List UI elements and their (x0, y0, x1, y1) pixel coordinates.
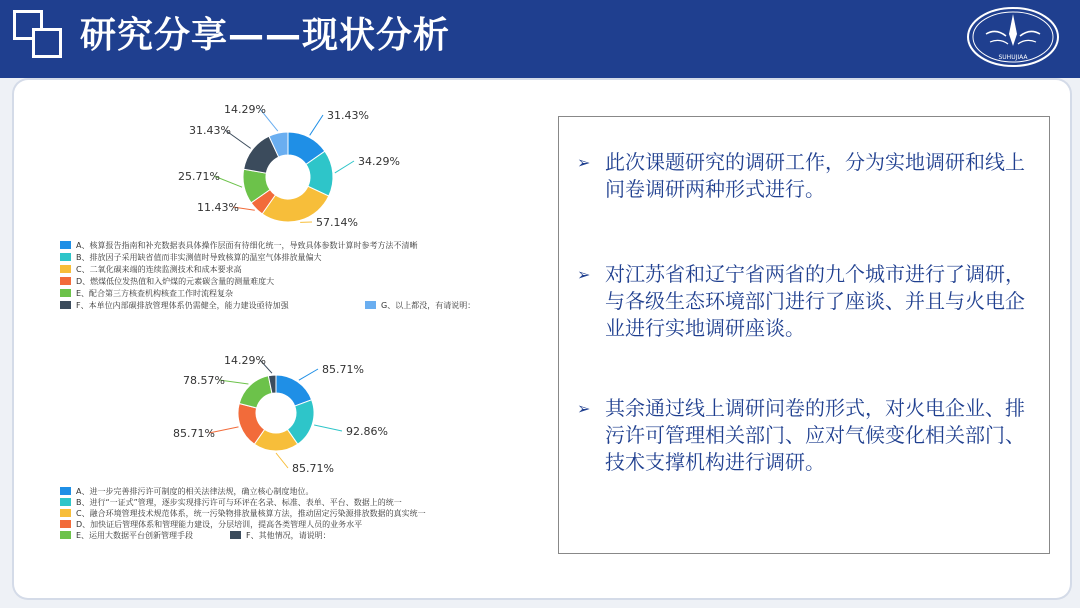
data-label-a: 31.43% (327, 109, 369, 122)
legend-swatch-f (60, 301, 71, 309)
legend-swatch-f (230, 531, 241, 539)
arrow-right-icon: ➢ (577, 399, 591, 418)
data-label-f: 14.29% (224, 354, 266, 367)
legend-swatch-a (60, 487, 71, 495)
legend-item-a: A、进一步完善排污许可制度的相关法律法规，确立核心制度地位。 (76, 487, 314, 496)
summary-box (558, 116, 1050, 554)
page-title: 研究分享——现状分析 (80, 15, 451, 56)
university-logo (966, 6, 1060, 68)
legend-item-d: D、燃煤低位发热值和入炉煤的元素碳含量的测量难度大 (76, 277, 275, 286)
legend-item-g: G、以上都没，有请说明： (381, 301, 476, 310)
legend-item-e: E、配合第三方核查机构核查工作时流程复杂 (76, 289, 234, 298)
arrow-right-icon: ➢ (577, 265, 591, 284)
legend-item-f: F、其他情况，请说明： (246, 531, 331, 540)
legend-swatch-b (60, 498, 71, 506)
legend-swatch-a (60, 241, 71, 249)
leader-line-b (314, 425, 342, 431)
legend-item-b: B、排放因子采用缺省值而非实测值时导致核算的温室气体排放量偏大 (76, 253, 322, 262)
data-label-a: 85.71% (322, 363, 364, 376)
data-label-d: 11.43% (197, 201, 239, 214)
data-label-b: 92.86% (346, 425, 388, 438)
data-label-f: 31.43% (189, 124, 231, 137)
legend-item-e: E、运用大数据平台创新管理手段 (76, 531, 194, 540)
legend-item-c: C、二氧化碳来端的连续监测技术和成本要求高 (76, 265, 242, 274)
data-label-e: 25.71% (178, 170, 220, 183)
legend-swatch-c (60, 509, 71, 517)
leader-line-c (276, 453, 288, 468)
arrow-right-icon: ➢ (577, 153, 591, 172)
legend-swatch-d (60, 277, 71, 285)
data-label-c: 57.14% (316, 216, 358, 229)
legend-item-d: D、加快证后管理体系和管理能力建设，分层培训，提高各类管理人员的业务水平 (76, 520, 363, 529)
svg-text:SUHUJIAA: SUHUJIAA (998, 54, 1028, 61)
data-label-d: 85.71% (173, 427, 215, 440)
leader-line-a (310, 115, 323, 135)
legend-item-b: B、进行“一证式”管理，逐步实现排污许可与环评在名录、标准、表单、平台、数据上的统一 (76, 498, 402, 507)
legend-swatch-c (60, 265, 71, 273)
legend-swatch-e (60, 531, 71, 539)
data-label-b: 34.29% (358, 155, 400, 168)
legend-swatch-d (60, 520, 71, 528)
legend-swatch-b (60, 253, 71, 261)
leader-line-b (335, 161, 354, 173)
legend-item-c: C、融合环境管理技术规范体系，统一污染物排放量核算方法，推动固定污染源排放数据的真实统一 (76, 509, 426, 518)
legend-swatch-g (365, 301, 376, 309)
leader-line-a (299, 369, 318, 380)
data-label-e: 78.57% (183, 374, 225, 387)
bullet-item-2: ➢ 对江苏省和辽宁省两省的九个城市进行了调研，与各级生态环境部门进行了座谈、并且与火电企业进行实地调研座谈。 (577, 262, 1025, 340)
data-label-c: 85.71% (292, 462, 334, 475)
bullet-item-1: ➢ 此次课题研究的调研工作，分为实地调研和线上问卷调研两种形式进行。 (577, 150, 1025, 201)
legend-item-a: A、核算报告指南和补充数据表具体操作层面有待细化统一，导致具体参数计算时参考方法不清晰 (76, 241, 418, 250)
legend-swatch-e (60, 289, 71, 297)
bullet-item-3: ➢ 其余通过线上调研问卷的形式，对火电企业、排污许可管理相关部门、应对气候变化相关部门、技术支撑机构进行调研。 (577, 396, 1025, 474)
legend-item-f: F、本单位内部碳排放管理体系仍需健全，能力建设亟待加强 (76, 301, 289, 310)
data-label-g: 14.29% (224, 103, 266, 116)
pie-slice-e (239, 376, 272, 408)
